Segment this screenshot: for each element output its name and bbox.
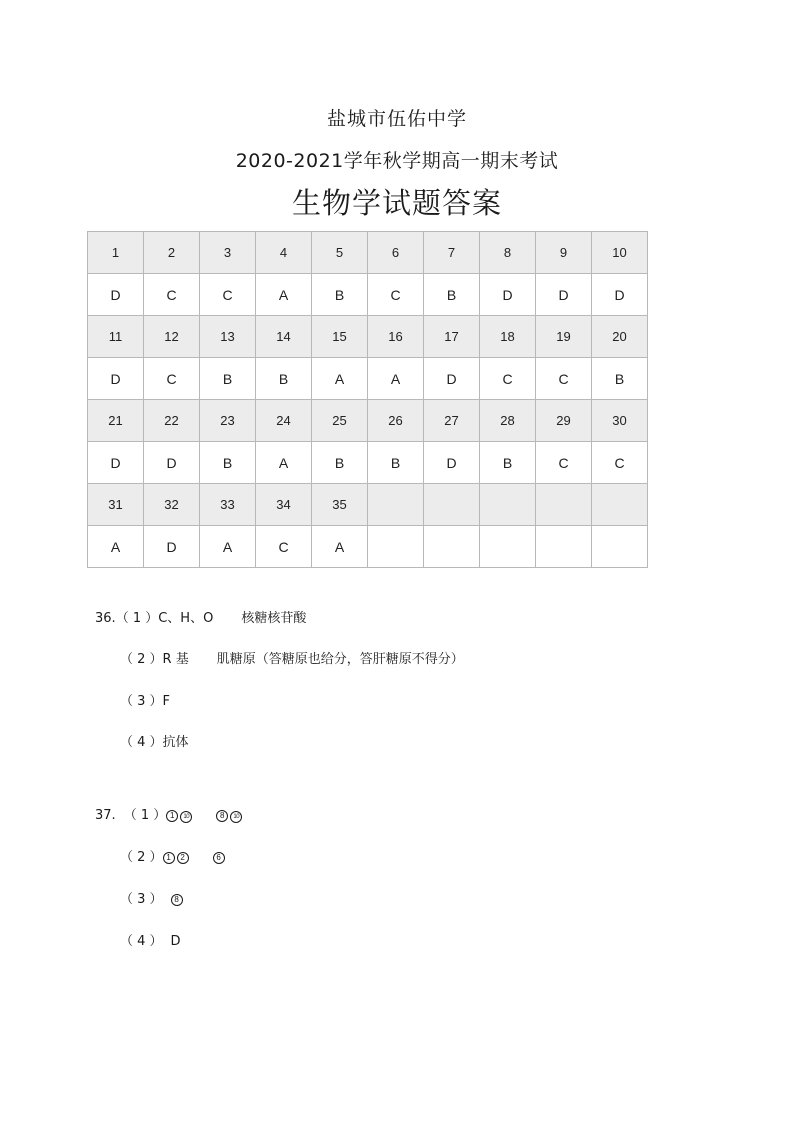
q36-p1-answer-b: 核糖核苷酸 bbox=[241, 611, 307, 626]
circled-number-icon: 1 bbox=[163, 852, 175, 864]
circled-number-icon: 10 bbox=[180, 811, 192, 823]
q37-p2-label: （ 2 ） bbox=[120, 850, 163, 865]
q36-p4-answer: 抗体 bbox=[162, 735, 189, 750]
circled-number-icon: 6 bbox=[213, 852, 225, 864]
question-number-cell: 4 bbox=[256, 232, 312, 274]
answer-row bbox=[88, 442, 648, 484]
answer-table bbox=[87, 231, 648, 568]
circled-number-icon: 2 bbox=[177, 852, 189, 864]
question-number-row bbox=[88, 484, 648, 526]
answer-cell: A bbox=[368, 358, 424, 400]
q36-p1-answer-a: C、H、O bbox=[158, 611, 214, 626]
question-number-cell: 11 bbox=[88, 316, 144, 358]
question-number-cell: 30 bbox=[592, 400, 648, 442]
answer-cell: D bbox=[536, 274, 592, 316]
answer-cell: B bbox=[312, 274, 368, 316]
answer-cell: B bbox=[312, 442, 368, 484]
circled-number-icon: 1 bbox=[166, 810, 178, 822]
question-number-cell: 23 bbox=[200, 400, 256, 442]
answer-cell: D bbox=[88, 274, 144, 316]
question-number-cell: 31 bbox=[88, 484, 144, 526]
question-number-cell bbox=[424, 484, 480, 526]
answer-cell: B bbox=[256, 358, 312, 400]
answer-cell: A bbox=[256, 442, 312, 484]
answer-cell: A bbox=[200, 526, 256, 568]
question-number-cell: 33 bbox=[200, 484, 256, 526]
question-number-cell: 26 bbox=[368, 400, 424, 442]
question-number-cell: 28 bbox=[480, 400, 536, 442]
answer-cell: B bbox=[200, 442, 256, 484]
question-number-cell: 1 bbox=[88, 232, 144, 274]
answer-cell: C bbox=[256, 526, 312, 568]
answer-cell: A bbox=[88, 526, 144, 568]
answer-cell: B bbox=[592, 358, 648, 400]
q36-p4-label: （ 4 ） bbox=[120, 735, 163, 750]
question-number-cell: 17 bbox=[424, 316, 480, 358]
answer-cell: D bbox=[144, 442, 200, 484]
answer-cell: D bbox=[144, 526, 200, 568]
question-number-cell: 32 bbox=[144, 484, 200, 526]
q36-p3-answer: F bbox=[162, 694, 171, 709]
question-number-cell: 14 bbox=[256, 316, 312, 358]
question-number-cell bbox=[592, 484, 648, 526]
answer-cell: C bbox=[368, 274, 424, 316]
question-number-cell: 3 bbox=[200, 232, 256, 274]
school-name: 盐城市伍佑中学 bbox=[326, 108, 467, 130]
q37-p4-label: （ 4 ） bbox=[120, 934, 163, 949]
answer-cell bbox=[592, 526, 648, 568]
question-number-cell bbox=[368, 484, 424, 526]
question-number-cell: 7 bbox=[424, 232, 480, 274]
q36-p2-answer-a: R 基 bbox=[162, 652, 189, 667]
question-number-cell: 13 bbox=[200, 316, 256, 358]
question-number-cell: 27 bbox=[424, 400, 480, 442]
question-number-cell: 10 bbox=[592, 232, 648, 274]
answer-cell: C bbox=[144, 274, 200, 316]
answer-row bbox=[88, 526, 648, 568]
q37-part3 bbox=[120, 888, 185, 907]
q36-part1 bbox=[95, 607, 306, 626]
q36-part3 bbox=[120, 690, 170, 709]
circled-number-icon: 10 bbox=[230, 811, 242, 823]
answer-cell: B bbox=[368, 442, 424, 484]
question-number-cell: 8 bbox=[480, 232, 536, 274]
answer-cell: B bbox=[424, 274, 480, 316]
q36-number: 36. bbox=[95, 611, 116, 626]
question-number-cell: 5 bbox=[312, 232, 368, 274]
question-number-cell: 2 bbox=[144, 232, 200, 274]
q37-number: 37. bbox=[95, 808, 116, 823]
answer-cell: C bbox=[200, 274, 256, 316]
question-number-cell: 16 bbox=[368, 316, 424, 358]
question-number-cell: 20 bbox=[592, 316, 648, 358]
question-number-row bbox=[88, 400, 648, 442]
question-number-cell: 21 bbox=[88, 400, 144, 442]
question-number-cell: 15 bbox=[312, 316, 368, 358]
answer-cell: D bbox=[424, 442, 480, 484]
question-number-cell: 12 bbox=[144, 316, 200, 358]
answer-cell: D bbox=[480, 274, 536, 316]
question-number-cell: 6 bbox=[368, 232, 424, 274]
answer-row bbox=[88, 358, 648, 400]
circled-number-icon: 8 bbox=[171, 894, 183, 906]
q37-part2 bbox=[120, 846, 227, 865]
circled-number-icon: 8 bbox=[216, 810, 228, 822]
answer-cell bbox=[424, 526, 480, 568]
answer-cell: C bbox=[144, 358, 200, 400]
answer-cell: D bbox=[88, 358, 144, 400]
answer-cell: D bbox=[88, 442, 144, 484]
answer-cell: C bbox=[592, 442, 648, 484]
question-number-cell: 19 bbox=[536, 316, 592, 358]
q36-p2-label: （ 2 ） bbox=[120, 652, 163, 667]
q37-p1-label: （ 1 ） bbox=[123, 808, 167, 823]
q36-p3-label: （ 3 ） bbox=[120, 694, 163, 709]
answer-cell: A bbox=[256, 274, 312, 316]
q36-part2 bbox=[120, 648, 464, 667]
answer-cell: D bbox=[424, 358, 480, 400]
q37-p3-label: （ 3 ） bbox=[120, 892, 163, 907]
answer-cell bbox=[368, 526, 424, 568]
q37-part1 bbox=[95, 804, 244, 823]
question-number-cell: 29 bbox=[536, 400, 592, 442]
answer-cell: A bbox=[312, 526, 368, 568]
question-number-cell: 18 bbox=[480, 316, 536, 358]
question-number-cell: 9 bbox=[536, 232, 592, 274]
question-number-cell: 24 bbox=[256, 400, 312, 442]
q36-p1-label: （ 1 ） bbox=[115, 611, 159, 626]
answer-cell bbox=[480, 526, 536, 568]
question-number-row bbox=[88, 316, 648, 358]
question-number-cell bbox=[536, 484, 592, 526]
answer-cell: C bbox=[536, 442, 592, 484]
answer-cell: C bbox=[536, 358, 592, 400]
q37-part4 bbox=[120, 930, 181, 949]
answer-cell: B bbox=[200, 358, 256, 400]
question-number-cell: 25 bbox=[312, 400, 368, 442]
document-title: 生物学试题答案 bbox=[291, 186, 502, 220]
q37-p4-answer: D bbox=[170, 934, 181, 949]
question-number-cell: 22 bbox=[144, 400, 200, 442]
answer-cell: C bbox=[480, 358, 536, 400]
question-number-cell: 34 bbox=[256, 484, 312, 526]
q36-p2-answer-b: 肌糖原（答糖原也给分，答肝糖原不得分） bbox=[216, 652, 464, 667]
q36-part4 bbox=[120, 731, 189, 750]
answer-cell: A bbox=[312, 358, 368, 400]
question-number-cell: 35 bbox=[312, 484, 368, 526]
answer-cell bbox=[536, 526, 592, 568]
question-number-cell bbox=[480, 484, 536, 526]
answer-cell: B bbox=[480, 442, 536, 484]
exam-title: 2020-2021学年秋学期高一期末考试 bbox=[235, 150, 559, 172]
answer-row bbox=[88, 274, 648, 316]
question-number-row bbox=[88, 232, 648, 274]
answer-cell: D bbox=[592, 274, 648, 316]
